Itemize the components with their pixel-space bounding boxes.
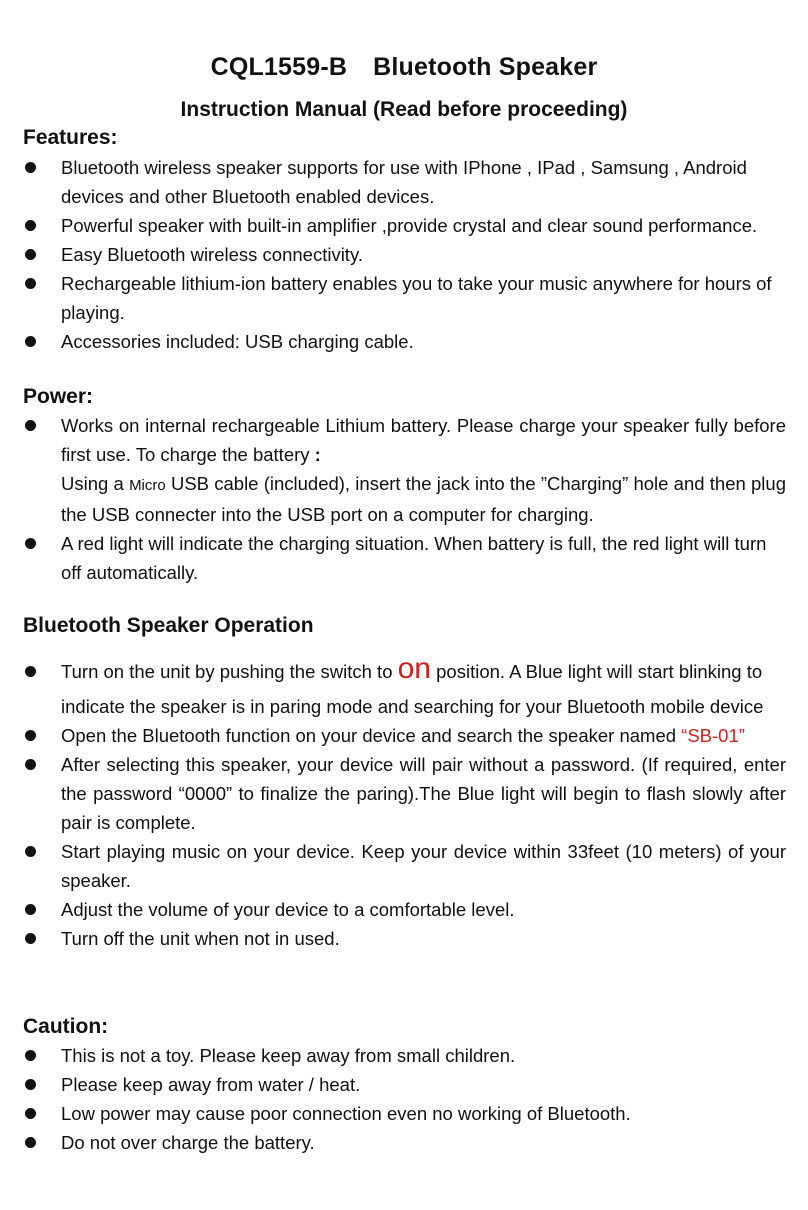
bullet-icon bbox=[25, 1050, 36, 1061]
bullet-icon bbox=[25, 846, 36, 857]
speaker-name: “SB-01” bbox=[681, 725, 745, 746]
feature-item: Easy Bluetooth wireless connectivity. bbox=[22, 240, 786, 269]
features-list bbox=[22, 153, 786, 356]
bullet-icon bbox=[25, 933, 36, 944]
caution-item: Low power may cause poor connection even no working of Bluetooth. bbox=[22, 1099, 786, 1128]
feature-item: Bluetooth wireless speaker supports for use with IPhone , IPad , Samsung , Android devices and other Bluetooth enabled devices. bbox=[22, 153, 786, 211]
caution-list bbox=[22, 1041, 786, 1157]
feature-item: Accessories included: USB charging cable. bbox=[22, 327, 786, 356]
operation-item: Turn on the unit by pushing the switch to on position. A Blue light will start blinking to indicate the speaker is in paring mode and searching for your Bluetooth mobile device bbox=[22, 652, 786, 721]
bullet-icon bbox=[25, 162, 36, 173]
bullet-icon bbox=[25, 336, 36, 347]
product-name: Bluetooth Speaker bbox=[373, 53, 598, 81]
bullet-icon bbox=[25, 1108, 36, 1119]
bullet-icon bbox=[25, 1079, 36, 1090]
caution-heading: Caution: bbox=[23, 1015, 109, 1038]
operation-item: Turn off the unit when not in used. bbox=[22, 924, 786, 953]
bullet-icon bbox=[25, 730, 36, 741]
micro-label: Micro bbox=[129, 477, 166, 494]
operation-item: Adjust the volume of your device to a comfortable level. bbox=[22, 895, 786, 924]
bullet-icon bbox=[25, 904, 36, 915]
page-subtitle: Instruction Manual (Read before proceeding) bbox=[180, 98, 628, 121]
bullet-icon bbox=[25, 666, 36, 677]
caution-item: Do not over charge the battery. bbox=[22, 1128, 786, 1157]
power-heading: Power: bbox=[23, 385, 94, 408]
model-number: CQL1559-B bbox=[210, 53, 348, 81]
bullet-icon bbox=[25, 249, 36, 260]
caution-item: Please keep away from water / heat. bbox=[22, 1070, 786, 1099]
power-item: Works on internal rechargeable Lithium battery. Please charge your speaker fully before first use. To charge the battery : Using a Micro USB cable (included), insert the jack into the ”Charging” hole and then plug the USB connecter into the USB port on a computer for charging. bbox=[22, 411, 786, 529]
operation-item: Start playing music on your device. Keep your device within 33feet (10 meters) of your speaker. bbox=[22, 837, 786, 895]
page-title bbox=[0, 50, 808, 84]
power-list bbox=[22, 411, 786, 587]
bullet-icon bbox=[25, 220, 36, 231]
caution-item: This is not a toy. Please keep away from small children. bbox=[22, 1041, 786, 1070]
features-heading: Features: bbox=[23, 126, 118, 149]
operation-list bbox=[22, 652, 786, 953]
bullet-icon bbox=[25, 278, 36, 289]
bullet-icon bbox=[25, 420, 36, 431]
bullet-icon bbox=[25, 1137, 36, 1148]
feature-item: Powerful speaker with built-in amplifier ,provide crystal and clear sound performance. bbox=[22, 211, 786, 240]
bullet-icon bbox=[25, 759, 36, 770]
operation-item: After selecting this speaker, your device will pair without a password. (If required, enter the password “0000” to finalize the paring).The Blue light will begin to flash slowly after pair is complete. bbox=[22, 750, 786, 837]
operation-heading: Bluetooth Speaker Operation bbox=[23, 614, 314, 637]
bullet-icon bbox=[25, 538, 36, 549]
operation-item: Open the Bluetooth function on your device and search the speaker named “SB-01” bbox=[22, 721, 786, 750]
feature-item: Rechargeable lithium-ion battery enables you to take your music anywhere for hours of playing. bbox=[22, 269, 786, 327]
power-item: A red light will indicate the charging situation. When battery is full, the red light will turn off automatically. bbox=[22, 529, 786, 587]
on-position-label: on bbox=[397, 652, 431, 685]
